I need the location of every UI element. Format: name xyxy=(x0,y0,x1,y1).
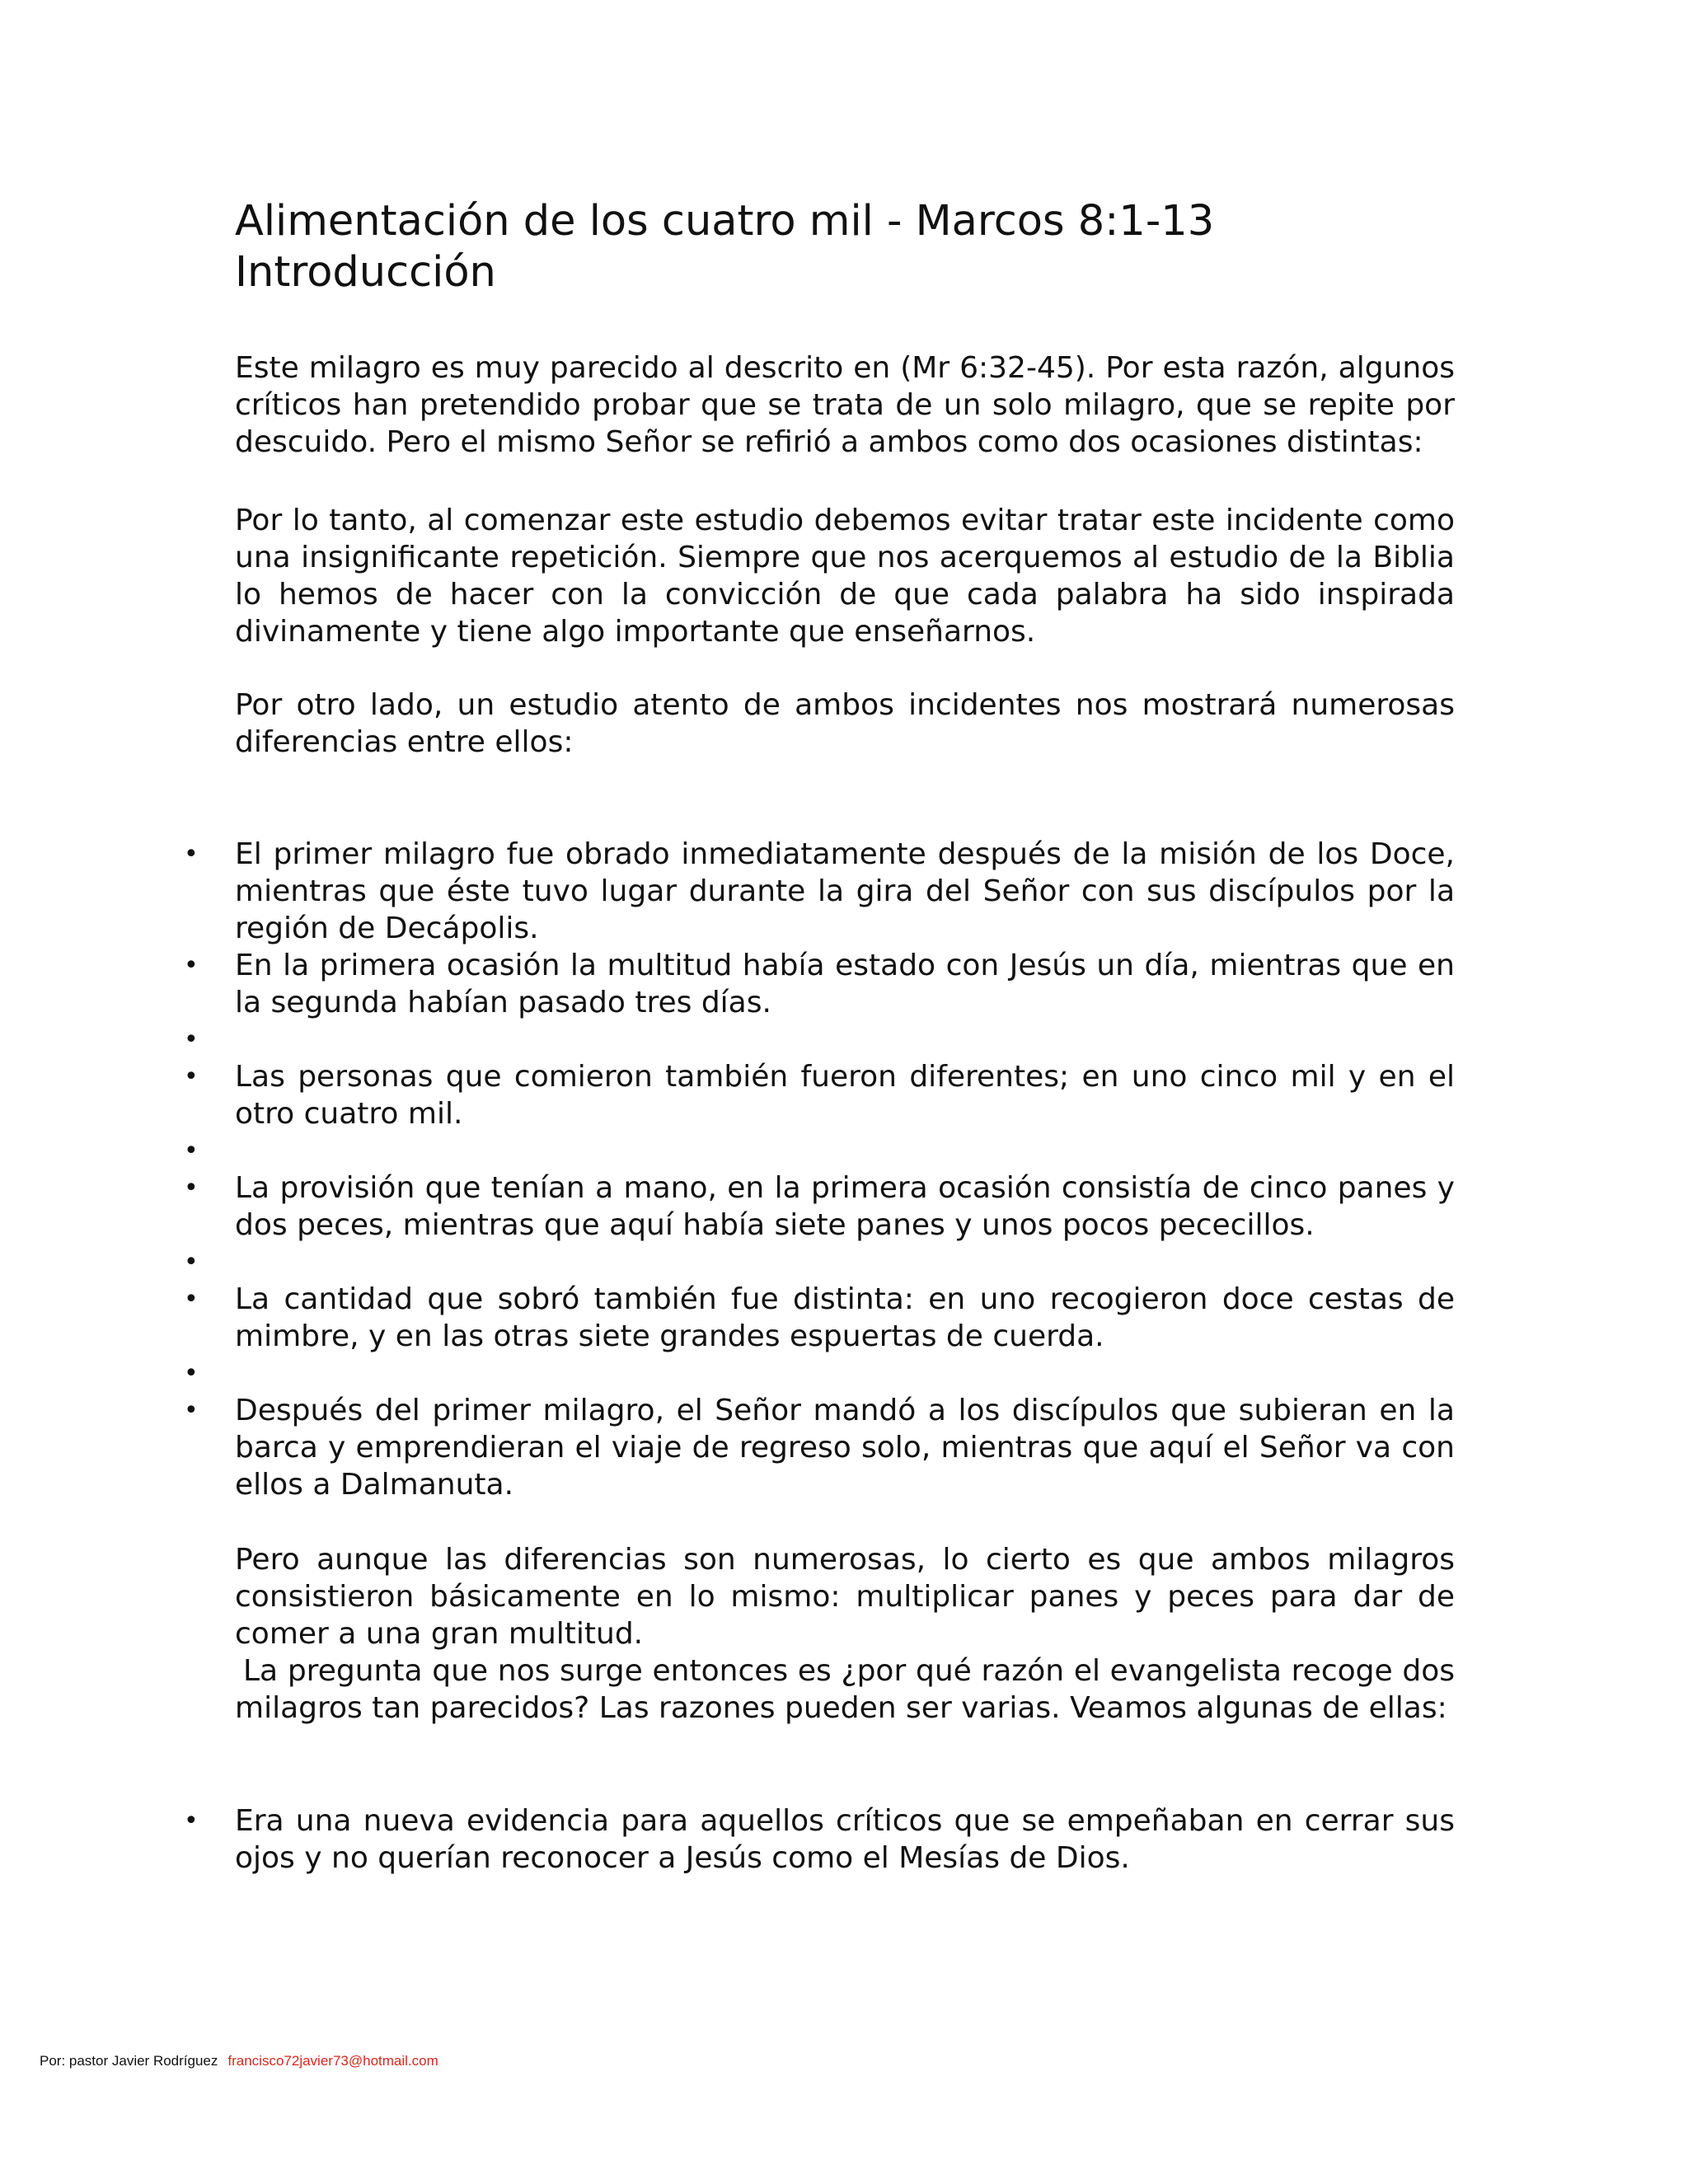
list-item-empty xyxy=(184,1355,1455,1392)
list-item-text: Las personas que comieron también fueron diferentes; en uno cinco mil y en el otro cuatro mil. xyxy=(235,1060,1455,1131)
paragraph-question: La pregunta que nos surge entonces es ¿por qué razón el evangelista recoge dos milagros tan parecidos? Las razones pueden ser varias. Veamos algunas de ellas: xyxy=(235,1654,1455,1725)
list-item xyxy=(184,947,1455,1021)
list-item-text: Era una nueva evidencia para aquellos críticos que se empeñaban en cerrar sus ojos y no querían reconocer a Jesús como el Mesías de Dios. xyxy=(235,1804,1455,1875)
paragraph-intro: Este milagro es muy parecido al descrito en (Mr 6:32-45). Por esta razón, algunos críticos han pretendido probar que se trata de un solo milagro, que se repite por descuido. Pero el mismo Señor se refirió a ambos como dos ocasiones distintas: xyxy=(235,351,1455,459)
bullet-icon: • xyxy=(184,1248,199,1277)
list-item xyxy=(184,1281,1455,1355)
bullet-icon: • xyxy=(184,1396,199,1425)
paragraph-differences-lead: Por otro lado, un estudio atento de ambos incidentes nos mostrará numerosas diferencias entre ellos: xyxy=(235,688,1455,759)
list-item-empty xyxy=(184,1021,1455,1058)
list-item-text: La cantidad que sobró también fue distinta: en uno recogieron doce cestas de mimbre, y en las otras siete grandes espuertas de cuerda. xyxy=(235,1282,1455,1353)
list-item xyxy=(184,836,1455,947)
list-item-text: El primer milagro fue obrado inmediatamente después de la misión de los Doce, mientras que éste tuvo lugar durante la gira del Señor con sus discípulos por la región de Decápolis. xyxy=(235,837,1455,945)
reasons-list xyxy=(184,1802,1455,1877)
list-item-empty xyxy=(184,1132,1455,1169)
bullet-icon: • xyxy=(184,1359,199,1388)
document-title xyxy=(235,196,1455,298)
document-body xyxy=(184,196,1455,1877)
footer-email-link[interactable]: francisco72javier73@hotmail.com xyxy=(227,2053,438,2069)
bullet-icon: • xyxy=(184,1137,199,1165)
list-item-text: La provisión que tenían a mano, en la primera ocasión consistía de cinco panes y dos peces, mientras que aquí había siete panes y unos pocos pececillos. xyxy=(235,1171,1455,1242)
bullet-icon: • xyxy=(184,951,199,980)
title-line-2: Introducción xyxy=(235,248,496,297)
bullet-icon: • xyxy=(184,1025,199,1054)
bullet-icon: • xyxy=(184,1062,199,1091)
list-item-text: Después del primer milagro, el Señor mandó a los discípulos que subieran en la barca y emprendieran el viaje de regreso solo, mientras que aquí el Señor va con ellos a Dalmanuta. xyxy=(235,1394,1455,1502)
title-line-1: Alimentación de los cuatro mil - Marcos 8:1-13 xyxy=(235,197,1215,246)
list-item xyxy=(184,1169,1455,1244)
paragraph-similarity: Pero aunque las diferencias son numerosas, lo cierto es que ambos milagros consistieron básicamente en lo mismo: multiplicar panes y peces para dar de comer a una gran multitud. xyxy=(235,1543,1455,1651)
list-item-text: En la primera ocasión la multitud había estado con Jesús un día, mientras que en la segunda habían pasado tres días. xyxy=(235,949,1455,1019)
footer-author: Por: pastor Javier Rodríguez xyxy=(40,2053,218,2069)
bullet-icon: • xyxy=(184,1285,199,1314)
list-item xyxy=(184,1058,1455,1132)
page-footer xyxy=(40,2052,438,2070)
differences-list xyxy=(184,836,1455,1503)
bullet-icon: • xyxy=(184,1807,199,1835)
list-item-empty xyxy=(184,1244,1455,1281)
paragraph-study-approach: Por lo tanto, al comenzar este estudio debemos evitar tratar este incidente como una insignificante repetición. Siempre que nos acerquemos al estudio de la Biblia lo hemos de hacer con la convicción de que cada palabra ha sido inspirada divinamente y tiene algo importante que enseñarnos. xyxy=(235,504,1455,649)
list-item xyxy=(184,1802,1455,1877)
bullet-icon: • xyxy=(184,840,199,869)
bullet-icon: • xyxy=(184,1174,199,1202)
list-item xyxy=(184,1392,1455,1503)
